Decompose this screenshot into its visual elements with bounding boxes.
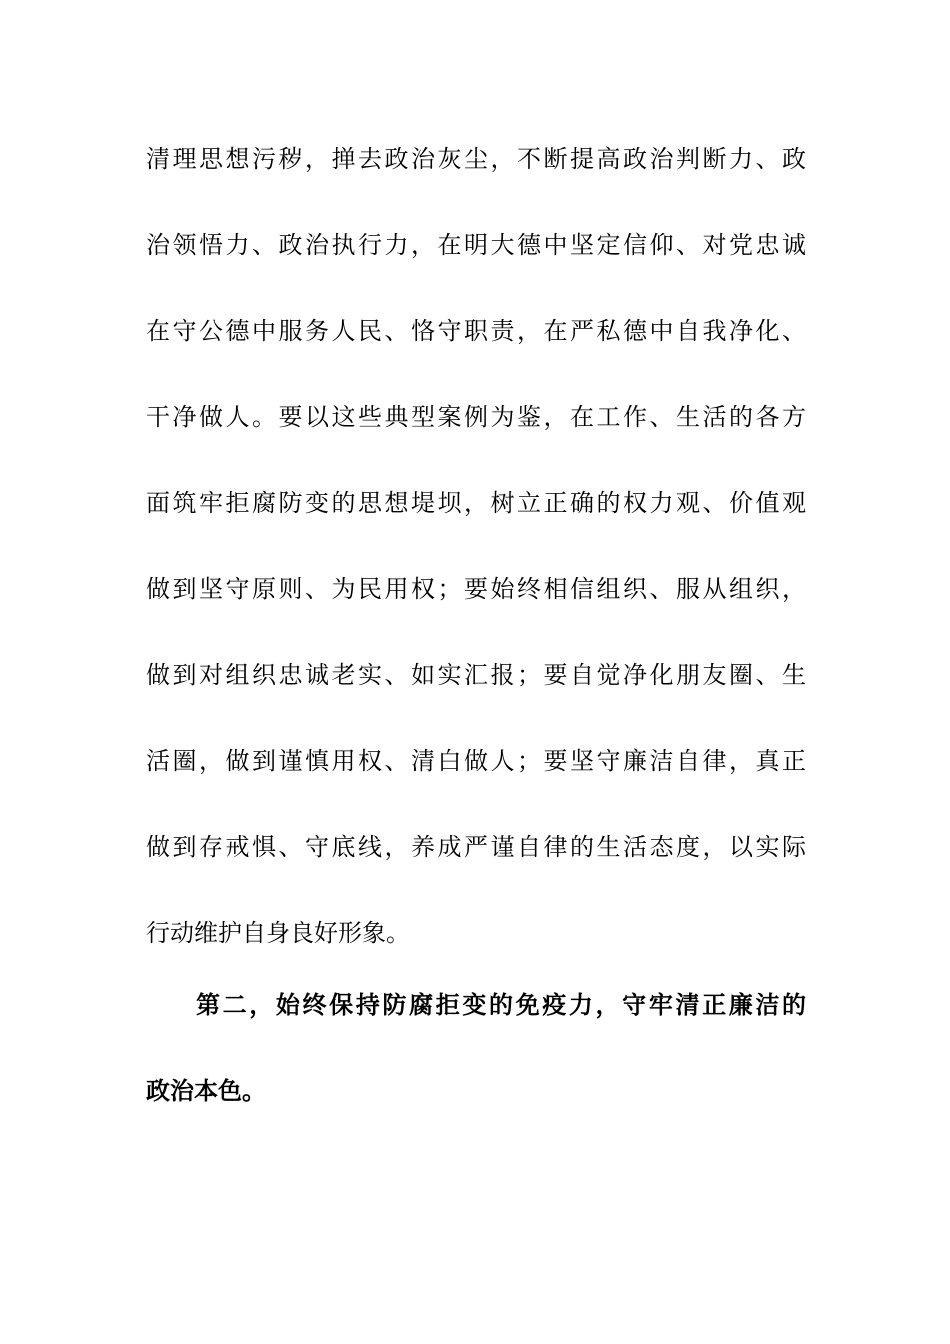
body-text-line: 做到存戒惧、守底线，养成严谨自律的生活态度，以实际 (146, 833, 806, 861)
body-text-line: 干净做人。要以这些典型案例为鉴，在工作、生活的各方 (146, 403, 806, 431)
body-text-line: 在守公德中服务人民、恪守职责，在严私德中自我净化、 (146, 317, 806, 345)
body-text-line: 做到坚守原则、为民用权；要始终相信组织、服从组织， (146, 575, 806, 603)
body-text-line: 活圈，做到谨慎用权、清白做人；要坚守廉洁自律，真正 (146, 747, 806, 775)
body-text-line: 清理思想污秽，掸去政治灰尘，不断提高政治判断力、政 (146, 145, 806, 173)
section-heading-line: 第二，始终保持防腐拒变的免疫力，守牢清正廉洁的 (196, 991, 806, 1019)
body-text-line: 治领悟力、政治执行力，在明大德中坚定信仰、对党忠诚 (146, 231, 806, 259)
body-text-line: 面筑牢拒腐防变的思想堤坝，树立正确的权力观、价值观 (146, 489, 806, 517)
section-heading-line: 政治本色。 (146, 1077, 266, 1105)
body-text-line: 行动维护自身良好形象。 (146, 919, 410, 947)
body-text-line: 做到对组织忠诚老实、如实汇报；要自觉净化朋友圈、生 (146, 661, 806, 689)
